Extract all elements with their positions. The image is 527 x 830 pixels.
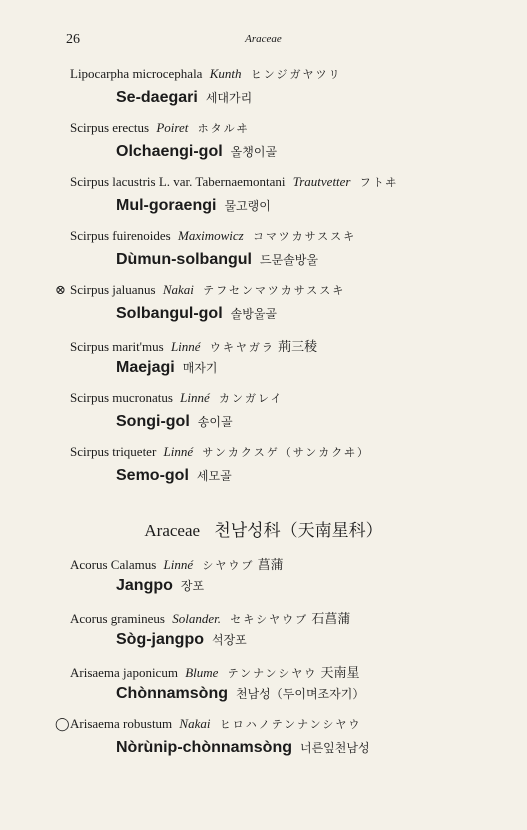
hangul-name: 세대가리 [205,91,253,105]
hangul-name: 드문솔방울 [259,253,318,267]
japanese-name: ヒロハノテンナンシヤウ [219,719,362,731]
hangul-name: 솔방울골 [230,307,278,321]
species-line [70,662,360,681]
kanji-name: 天南星 [320,665,360,680]
species-name: Scirpus jaluanus [70,282,156,297]
romanized-name: Olchaengi-gol [116,143,223,160]
species-author: Trautvetter [292,174,351,189]
species-name: Arisaema robustum [70,716,173,731]
species-author: Linné [163,557,194,572]
entry-mark: ◯ [55,716,70,731]
species-author: Linné [163,444,194,459]
species-line [70,716,361,732]
hangul-name: 천남성（두이며조자기） [236,687,365,701]
species-line [70,174,398,190]
species-line [70,228,356,244]
korean-name-line [116,89,252,107]
japanese-name: コマツカサススキ [252,231,357,243]
korean-name-line [116,413,233,431]
romanized-name: Songi-gol [116,413,190,430]
kanji-name: 菖蒲 [257,557,284,572]
species-line [70,444,370,460]
hangul-name: 매자기 [182,361,218,375]
species-author: Nakai [162,282,194,297]
hangul-name: 세모골 [196,469,232,483]
species-name: Scirpus triqueter [70,444,157,459]
korean-name-line [116,305,277,323]
romanized-name: Solbangul-gol [116,305,223,322]
species-author: Nakai [179,716,211,731]
family-heading [0,516,527,541]
species-author: Linné [180,390,210,405]
japanese-name: テフセンマツカサススキ [203,285,346,297]
romanized-name: Nòrùnip-chònnamsòng [116,739,292,756]
japanese-name: サンカクスゲ（サンカクヰ） [202,447,370,459]
korean-name-line [116,685,364,703]
family-native: 천남성科（天南星科） [214,521,383,541]
japanese-name: セキシヤウブ [230,614,309,626]
japanese-name: フトヰ [359,177,399,189]
korean-name-line [116,739,370,757]
species-name: Acorus Calamus [70,557,157,572]
romanized-name: Mul-goraengi [116,197,217,214]
species-name: Scirpus marit'mus [70,339,164,354]
family-latin: Araceae [144,521,201,540]
species-line [70,120,250,136]
kanji-name: 石菖蒲 [311,611,351,626]
species-author: Blume [185,665,219,680]
species-author: Linné [170,339,201,354]
page-number: 26 [66,32,80,47]
japanese-name: シヤウブ [202,560,255,572]
romanized-name: Se-daegari [116,89,198,106]
korean-name-line [116,467,232,485]
romanized-name: Sòg-jangpo [116,631,204,648]
japanese-name: カンガレイ [219,393,284,405]
species-name: Scirpus fuirenoides [70,228,171,243]
species-name: Scirpus mucronatus [70,390,173,405]
kanji-name: 荊三稜 [278,339,318,354]
romanized-name: Maejagi [116,359,175,376]
romanized-name: Dùmun-solbangul [116,251,252,268]
japanese-name: テンナンシヤウ [227,668,318,680]
japanese-name: ホタルヰ [197,123,250,135]
japanese-name: ヒンジガヤツリ [250,69,342,81]
romanized-name: Semo-gol [116,467,189,484]
romanized-name: Chònnamsòng [116,685,228,702]
korean-name-line [116,577,204,595]
species-line [70,282,345,298]
species-author: Poiret [156,120,189,135]
hangul-name: 석장포 [211,633,247,647]
korean-name-line [116,631,247,649]
species-author: Solander. [172,611,221,626]
species-name: Arisaema japonicum [70,665,178,680]
species-name: Lipocarpha microcephala [70,66,203,81]
species-line [70,608,350,627]
romanized-name: Jangpo [116,577,173,594]
species-line [70,554,284,573]
korean-name-line [116,251,318,269]
korean-name-line [116,197,271,215]
running-head: Araceae [245,33,282,45]
hangul-name: 장포 [180,579,205,593]
species-name: Acorus gramineus [70,611,165,626]
korean-name-line [116,359,217,377]
hangul-name: 물고랭이 [224,199,271,213]
species-line [70,390,283,406]
species-name: Scirpus lacustris L. var. Tabernaemontani [70,174,286,189]
hangul-name: 송이골 [197,415,233,429]
hangul-name: 너른잎천남성 [299,741,370,755]
hangul-name: 올챙이골 [230,145,278,159]
species-name: Scirpus erectus [70,120,150,135]
species-author: Maximowicz [177,228,244,243]
japanese-name: ウキヤガラ [209,342,275,354]
species-line [70,336,317,355]
species-line [70,66,342,82]
entry-mark: ⊗ [55,282,66,297]
korean-name-line [116,143,277,161]
species-author: Kunth [209,66,242,81]
